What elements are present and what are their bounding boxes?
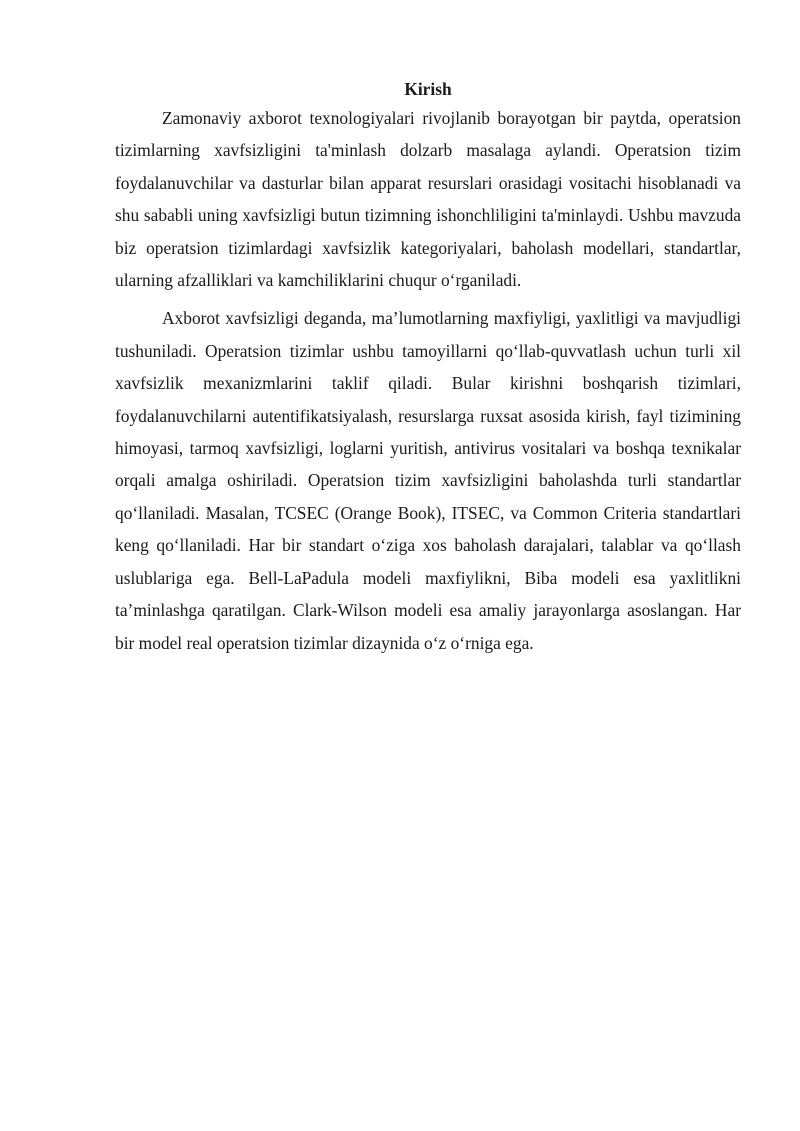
document-title: Kirish (404, 79, 452, 99)
paragraph-security: Axborot xavfsizligi deganda, ma’lumotlarning maxfiyligi, yaxlitligi va mavjudligi tushuniladi. Operatsion tizimlar ushbu tamoyillarni qo‘llab-quvvatlash uchun turli xil xavfsizlik mexanizmlarini taklif qiladi. Bular kirishni boshqarish tizimlari, foydalanuvchilarni autentifikatsiyalash, resurslarga ruxsat asosida kirish, fayl tizimining himoyasi, tarmoq xavfsizligi, loglarni yuritish, antivirus vositalari va boshqa texnikalar orqali amalga oshiriladi. Operatsion tizim xavfsizligini baholashda turli standartlar qo‘llaniladi. Masalan, TCSEC (Orange Book), ITSEC, va Common Criteria standartlari keng qo‘llaniladi. Har bir standart o‘ziga xos baholash darajalari, talablar va qo‘llash uslublariga ega. Bell-LaPadula modeli maxfiylikni, Biba modeli esa yaxlitlikni ta’minlashga qaratilgan. Clark-Wilson modeli esa amaliy jarayonlarga asoslangan. Har bir model real operatsion tizimlar dizaynida o‘z o‘rniga ega. (115, 308, 741, 653)
document-body (115, 76, 741, 659)
paragraph-intro: Zamonaviy axborot texnologiyalari rivojlanib borayotgan bir paytda, operatsion tizimlarning xavfsizligini ta'minlash dolzarb masalaga aylandi. Operatsion tizim foydalanuvchilar va dasturlar bilan apparat resurslari orasidagi vositachi hisoblanadi va shu sababli uning xavfsizligi butun tizimning ishonchliligini ta'minlaydi. Ushbu mavzuda biz operatsion tizimlardagi xavfsizlik kategoriyalari, baholash modellari, standartlar, ularning afzalliklari va kamchiliklarini chuqur o‘rganiladi. (115, 108, 741, 291)
